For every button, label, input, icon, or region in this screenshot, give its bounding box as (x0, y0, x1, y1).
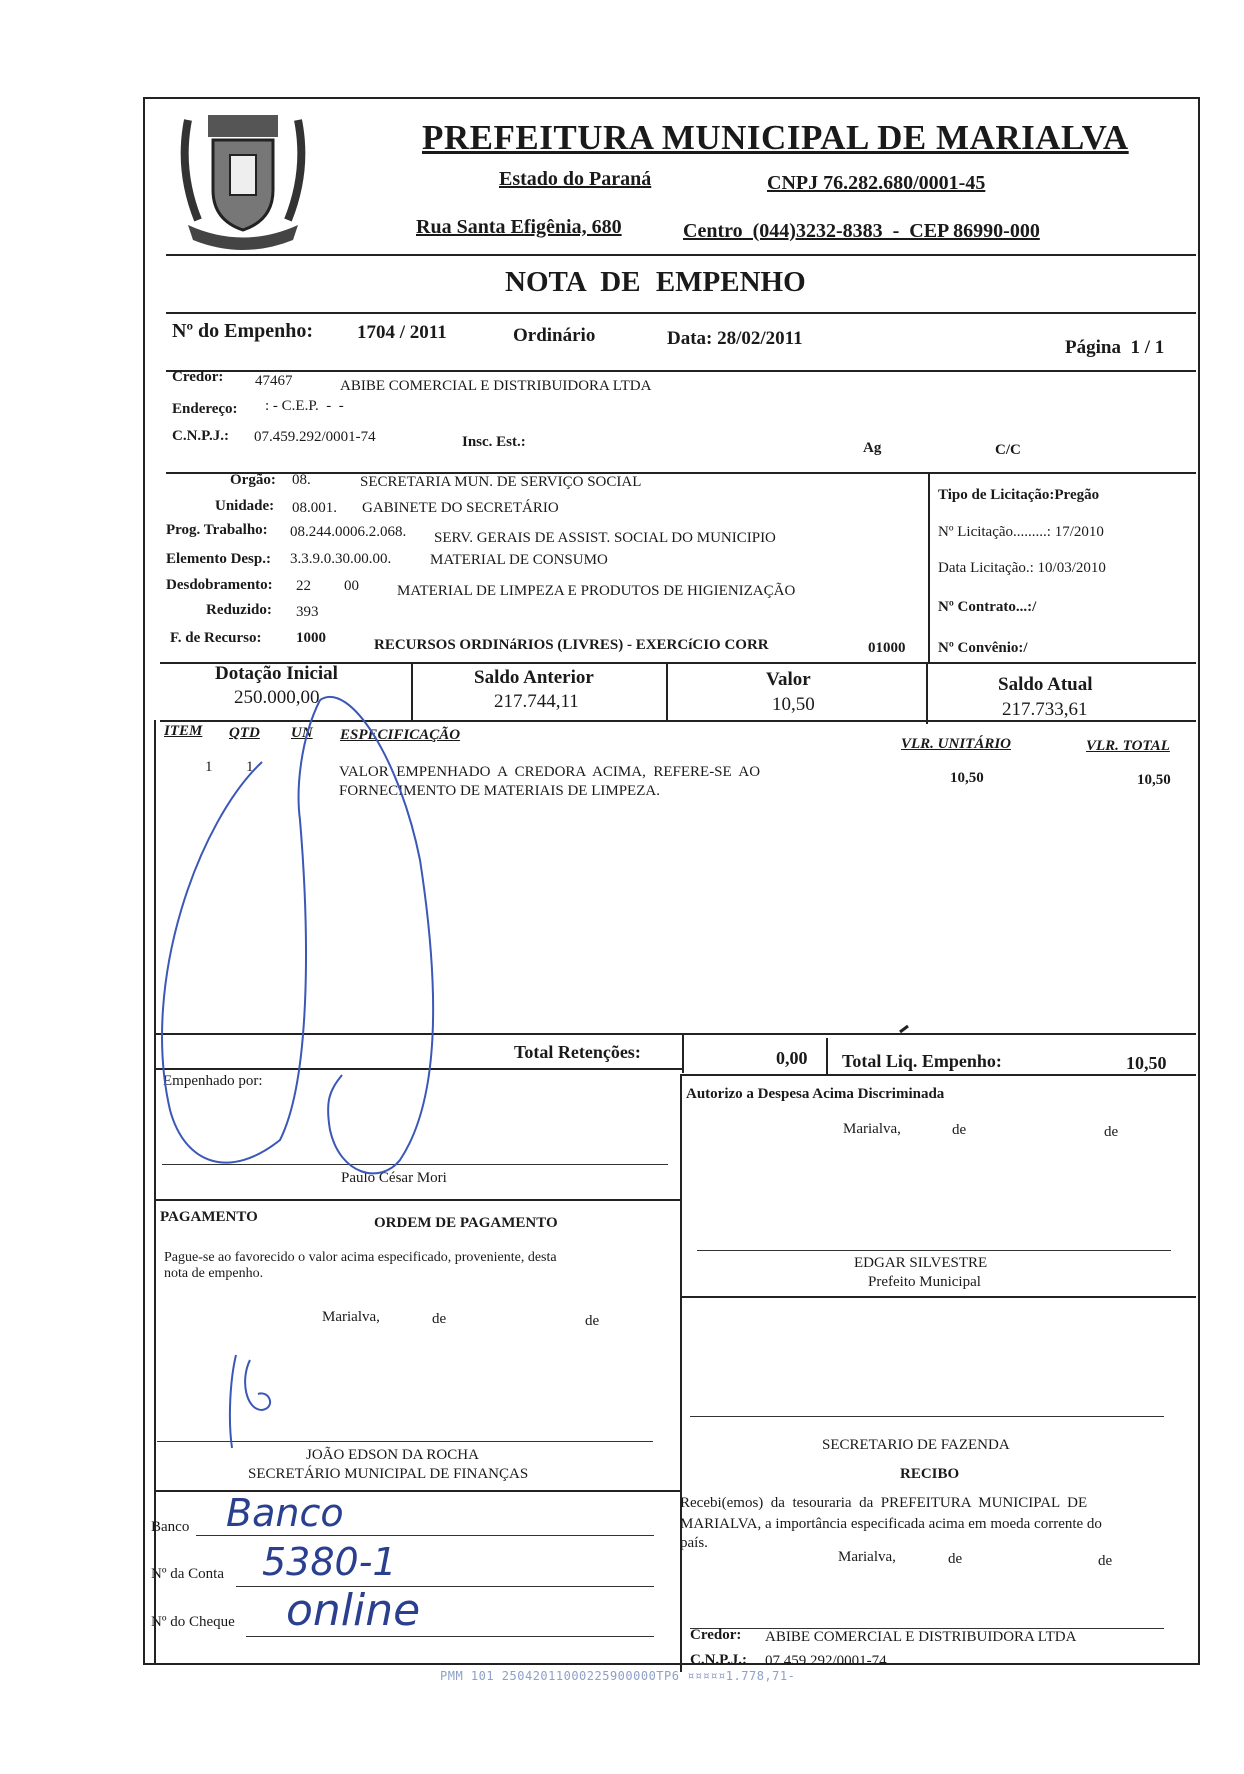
valor-label: Valor (766, 669, 811, 690)
recibo-de1: de (948, 1551, 963, 1567)
contact-label: Centro (044)3232-8383 - CEP 86990-000 (683, 220, 1040, 242)
divider (166, 254, 1196, 256)
convenio: Nº Convênio:/ (938, 640, 1028, 656)
conta-label: Nº da Conta (151, 1566, 224, 1582)
pagamento-de2: de (585, 1313, 600, 1329)
footer-code: PMM 101 25042011000225900000TP6 ¤¤¤¤¤1.778,71- (440, 1669, 796, 1683)
recurso-code: 01000 (868, 640, 906, 656)
prog-value: 08.244.0006.2.068. (290, 524, 407, 540)
pagamento-place: Marialva, (322, 1309, 380, 1325)
autorizo-label: Autorizo a Despesa Acima Discriminada (686, 1086, 945, 1102)
divider (682, 1033, 684, 1073)
empenho-label: Nº do Empenho: (172, 320, 314, 342)
ordem-pagamento: ORDEM DE PAGAMENTO (374, 1215, 558, 1231)
ag-label: Ag (863, 440, 882, 456)
cnpj-credor-value: 07.459.292/0001-74 (254, 429, 376, 445)
doc-title: NOTA DE EMPENHO (505, 266, 806, 298)
recibo-de2: de (1098, 1553, 1113, 1569)
divider (926, 662, 928, 724)
pagamento-text1: Pague-se ao favorecido o valor acima especificado, proveniente, desta (164, 1250, 557, 1265)
item-qtd: 1 (246, 759, 254, 775)
item-desc-line1: VALOR EMPENHADO A CREDORA ACIMA, REFERE-SE AO (339, 764, 761, 780)
recibo-title: RECIBO (900, 1466, 960, 1482)
pagamento-label: PAGAMENTO (160, 1209, 258, 1225)
col-espec: ESPECIFICAÇÃO (340, 727, 461, 743)
banco-line (196, 1535, 654, 1536)
divider (680, 1296, 1196, 1298)
liquido-label: Total Liq. Empenho: (842, 1051, 1002, 1071)
pagamento-signer: JOÃO EDSON DA ROCHA (306, 1447, 479, 1463)
recurso-name: RECURSOS ORDINáRIOS (LIVRES) - EXERCíCIO CORR (374, 637, 769, 653)
recurso-label: F. de Recurso: (170, 630, 262, 646)
orgao-label: Orgão: (230, 472, 276, 488)
banco-handwriting: Banco (226, 1491, 344, 1535)
dotacao-value: 250.000,00 (234, 687, 320, 708)
saldo-anterior-value: 217.744,11 (494, 691, 579, 712)
prefeitura-title: PREFEITURA MUNICIPAL DE MARIALVA (422, 118, 1129, 157)
credor-name: ABIBE COMERCIAL E DISTRIBUIDORA LTDA (340, 378, 652, 394)
autorizo-de1: de (952, 1122, 967, 1138)
cheque-label: Nº do Cheque (151, 1614, 235, 1630)
divider (680, 1074, 682, 1672)
orgao-value: 08. (292, 472, 311, 488)
empenhado-label: Empenhado por: (163, 1073, 263, 1089)
divider (666, 662, 668, 720)
recibo-cnpj-value: 07.459.292/0001-74 (765, 1653, 887, 1669)
cheque-handwriting: online (286, 1585, 421, 1636)
insc-est-label: Insc. Est.: (462, 434, 526, 450)
desd-value-2: 00 (344, 578, 359, 594)
elem-name: MATERIAL DE CONSUMO (430, 552, 608, 568)
item-desc-line2: FORNECIMENTO DE MATERIAIS DE LIMPEZA. (339, 783, 660, 799)
desd-value: 22 (296, 578, 311, 594)
desd-name: MATERIAL DE LIMPEZA E PRODUTOS DE HIGIENIZAÇÃO (397, 583, 796, 599)
tipo-licitacao: Tipo de Licitação:Pregão (938, 487, 1100, 503)
dotacao-label: Dotação Inicial (215, 663, 338, 684)
orgao-name: SECRETARIA MUN. DE SERVIÇO SOCIAL (360, 474, 642, 490)
divider (166, 370, 1196, 372)
unidade-name: GABINETE DO SECRETÁRIO (362, 500, 559, 516)
autorizo-de2: de (1104, 1124, 1119, 1140)
recibo-text1: Recebi(emos) da tesouraria da PREFEITURA MUNICIPAL DE (680, 1495, 1088, 1511)
cc-label: C/C (995, 442, 1021, 458)
item-number: 1 (205, 759, 213, 775)
empenho-number: 1704 / 2011 (357, 322, 447, 343)
credor-label: Credor: (172, 369, 224, 385)
signature-line (690, 1416, 1164, 1417)
desd-label: Desdobramento: (166, 577, 273, 593)
liquido-value: 10,50 (1126, 1053, 1167, 1073)
recibo-credor-label: Credor: (690, 1627, 742, 1643)
endereco-label: Endereço: (172, 401, 238, 417)
cheque-line (246, 1636, 654, 1637)
elem-label: Elemento Desp.: (166, 551, 271, 567)
reduzido-label: Reduzido: (206, 602, 272, 618)
retencoes-label: Total Retenções: (514, 1042, 641, 1062)
col-total: VLR. TOTAL (1086, 738, 1170, 754)
recurso-value: 1000 (296, 630, 326, 646)
col-unit: VLR. UNITÁRIO (901, 736, 1012, 752)
address-label: Rua Santa Efigênia, 680 (416, 216, 622, 238)
numero-licitacao: Nº Licitação.........: 17/2010 (938, 524, 1104, 540)
autorizo-signer: EDGAR SILVESTRE (854, 1255, 988, 1271)
divider (166, 472, 1196, 474)
secretario-fazenda: SECRETARIO DE FAZENDA (822, 1437, 1010, 1453)
divider (826, 1038, 828, 1074)
divider (166, 312, 1196, 314)
pagamento-text2: nota de empenho. (164, 1266, 264, 1281)
prog-name: SERV. GERAIS DE ASSIST. SOCIAL DO MUNICIPIO (434, 530, 776, 546)
coat-of-arms-emblem (168, 100, 318, 250)
recibo-credor-name: ABIBE COMERCIAL E DISTRIBUIDORA LTDA (765, 1629, 1077, 1645)
autorizo-signer-role: Prefeito Municipal (868, 1274, 981, 1290)
recibo-text2: MARIALVA, a importância especificada acima em moeda corrente do (680, 1516, 1102, 1532)
cnpj-label: CNPJ 76.282.680/0001-45 (767, 172, 986, 194)
retencoes-value: 0,00 (776, 1048, 808, 1068)
divider (154, 1033, 1196, 1035)
recibo-text3: país. (680, 1535, 708, 1551)
page-number: Página 1 / 1 (1065, 337, 1165, 358)
recibo-cnpj-label: C.N.P.J.: (690, 1652, 747, 1668)
item-unit-value: 10,50 (950, 770, 984, 786)
signature-line (162, 1164, 668, 1165)
contrato: Nº Contrato...:/ (938, 599, 1037, 615)
saldo-atual-label: Saldo Atual (998, 674, 1093, 695)
banco-label: Banco (151, 1519, 190, 1535)
valor-value: 10,50 (772, 694, 815, 715)
col-un: UN (291, 725, 313, 741)
divider (160, 720, 1196, 722)
signature-line (157, 1441, 653, 1442)
unidade-value: 08.001. (292, 500, 337, 516)
elem-value: 3.3.9.0.30.00.00. (290, 551, 392, 567)
col-qtd: QTD (229, 725, 260, 741)
endereco-value: : - C.E.P. - - (265, 398, 344, 414)
empenhado-name: Paulo César Mori (341, 1170, 447, 1186)
unidade-label: Unidade: (215, 498, 275, 514)
recibo-place: Marialva, (838, 1549, 896, 1565)
saldo-atual-value: 217.733,61 (1002, 699, 1088, 720)
autorizo-place: Marialva, (843, 1121, 901, 1137)
divider (682, 1074, 1196, 1076)
empenho-date: Data: 28/02/2011 (667, 328, 803, 349)
item-total-value: 10,50 (1137, 772, 1171, 788)
pagamento-signer-role: SECRETÁRIO MUNICIPAL DE FINANÇAS (248, 1466, 529, 1482)
data-licitacao: Data Licitação.: 10/03/2010 (938, 560, 1106, 576)
empenho-type: Ordinário (513, 325, 596, 346)
col-item: ITEM (164, 723, 203, 739)
signature-line (697, 1250, 1171, 1251)
divider (154, 1199, 680, 1201)
divider (928, 472, 930, 664)
saldo-anterior-label: Saldo Anterior (474, 667, 594, 688)
prog-label: Prog. Trabalho: (166, 522, 268, 538)
credor-code: 47467 (255, 373, 293, 389)
state-label: Estado do Paraná (499, 168, 652, 190)
conta-handwriting: 5380-1 (262, 1540, 397, 1584)
pagamento-de1: de (432, 1311, 447, 1327)
divider (411, 662, 413, 720)
cnpj-credor-label: C.N.P.J.: (172, 428, 229, 444)
divider (154, 1068, 682, 1070)
reduzido-value: 393 (296, 604, 319, 620)
